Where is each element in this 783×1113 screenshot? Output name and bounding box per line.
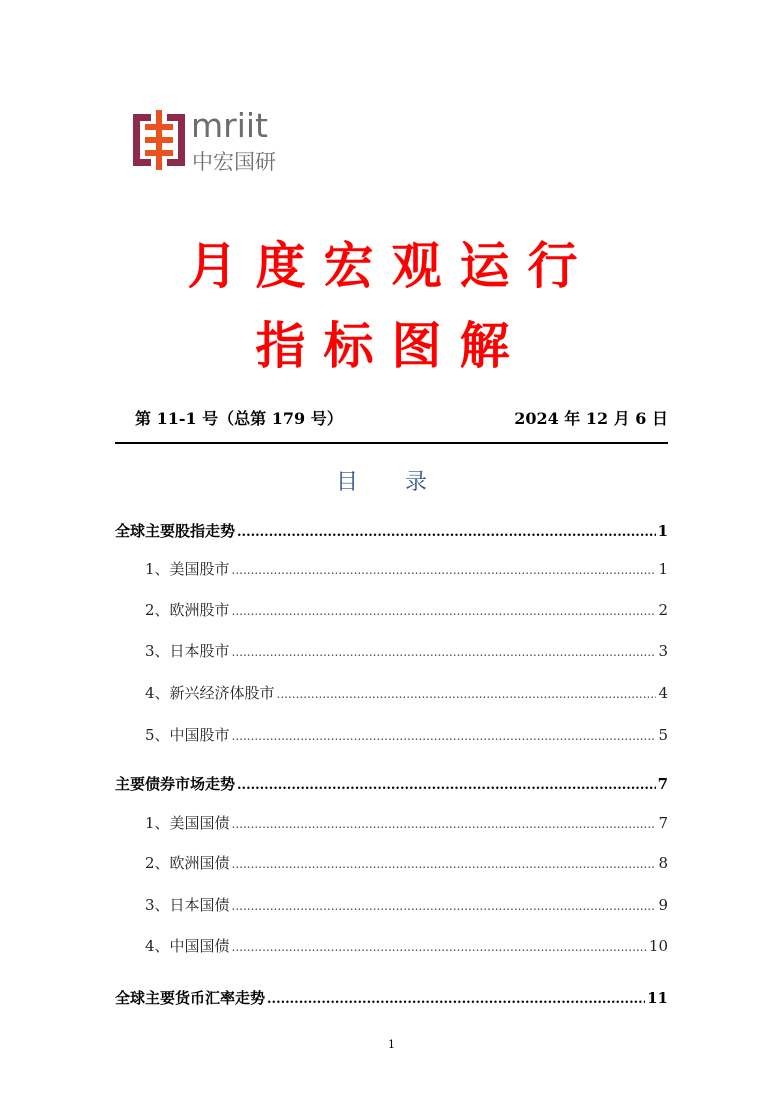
document-title-line-2: 指标图解 <box>255 317 528 375</box>
toc-leader-dots <box>232 645 657 659</box>
toc-leader-dots <box>237 525 656 540</box>
toc-entry-page: 8 <box>658 854 668 872</box>
toc-entry-page: 9 <box>658 896 668 914</box>
toc-leader-dots <box>232 857 657 871</box>
toc-entry-japan-stocks[interactable] <box>145 640 668 661</box>
toc-entry-page: 4 <box>658 684 668 702</box>
logo <box>131 106 291 174</box>
issue-number: 第 11-1 号（总第 179 号） <box>135 409 343 428</box>
toc-heading: 目 录 <box>336 470 447 495</box>
page-number: 1 <box>388 1038 395 1051</box>
toc-entry-page: 7 <box>657 775 668 793</box>
toc-entry-us-treasuries[interactable] <box>145 812 668 833</box>
toc-entry-label: 2、欧洲股市 <box>145 601 230 619</box>
toc-entry-japan-bonds[interactable] <box>145 894 668 915</box>
toc-entry-page: 2 <box>658 601 668 619</box>
toc-entry-label: 4、新兴经济体股市 <box>145 684 275 702</box>
toc-leader-dots <box>232 729 657 743</box>
toc-entry-label: 1、美国国债 <box>145 814 230 832</box>
toc-entry-page: 1 <box>657 522 668 540</box>
logo-text-en: mriit <box>191 106 268 145</box>
toc-entry-page: 5 <box>658 726 668 744</box>
toc-entry-europe-bonds[interactable] <box>145 852 668 873</box>
toc-leader-dots <box>232 940 647 954</box>
toc-leader-dots <box>232 563 657 577</box>
toc-entry-label: 1、美国股市 <box>145 560 230 578</box>
toc-leader-dots <box>277 687 657 701</box>
toc-entry-page: 11 <box>647 989 668 1007</box>
toc-entry-page: 7 <box>658 814 668 832</box>
logo-text-cn: 中宏国研 <box>192 150 276 174</box>
toc-entry-page: 1 <box>658 560 668 578</box>
toc-entry-label: 5、中国股市 <box>145 726 230 744</box>
toc-leader-dots <box>237 778 656 793</box>
toc-entry-label: 主要债券市场走势 <box>115 775 236 793</box>
toc-entry-page: 10 <box>648 937 668 955</box>
toc-leader-dots <box>232 817 657 831</box>
toc-entry-label: 3、日本国债 <box>145 896 230 914</box>
toc-entry-china-stocks[interactable] <box>145 724 668 745</box>
toc-entry-global-stock-indices[interactable] <box>115 520 668 541</box>
toc-entry-emerging-stocks[interactable] <box>145 682 668 703</box>
issue-info-row <box>115 406 668 430</box>
toc-entry-label: 全球主要货币汇率走势 <box>115 989 266 1007</box>
toc-entry-us-stocks[interactable] <box>145 558 668 579</box>
toc-entry-china-bonds[interactable] <box>145 935 668 956</box>
toc-leader-dots <box>267 992 645 1007</box>
mriit-logo-mark-icon <box>131 110 187 170</box>
toc-leader-dots <box>232 899 657 913</box>
document-title-line-1: 月度宏观运行 <box>187 237 596 295</box>
toc-entry-currency-rates[interactable] <box>115 987 668 1008</box>
issue-date: 2024 年 12 月 6 日 <box>514 409 668 428</box>
toc-entry-label: 4、中国国债 <box>145 937 230 955</box>
toc-entry-label: 2、欧洲国债 <box>145 854 230 872</box>
toc-entry-page: 3 <box>658 642 668 660</box>
header-divider <box>115 442 668 444</box>
toc-leader-dots <box>232 604 657 618</box>
toc-entry-label: 3、日本股市 <box>145 642 230 660</box>
toc-entry-europe-stocks[interactable] <box>145 599 668 620</box>
toc-entry-bond-markets[interactable] <box>115 773 668 794</box>
toc-entry-label: 全球主要股指走势 <box>115 522 236 540</box>
